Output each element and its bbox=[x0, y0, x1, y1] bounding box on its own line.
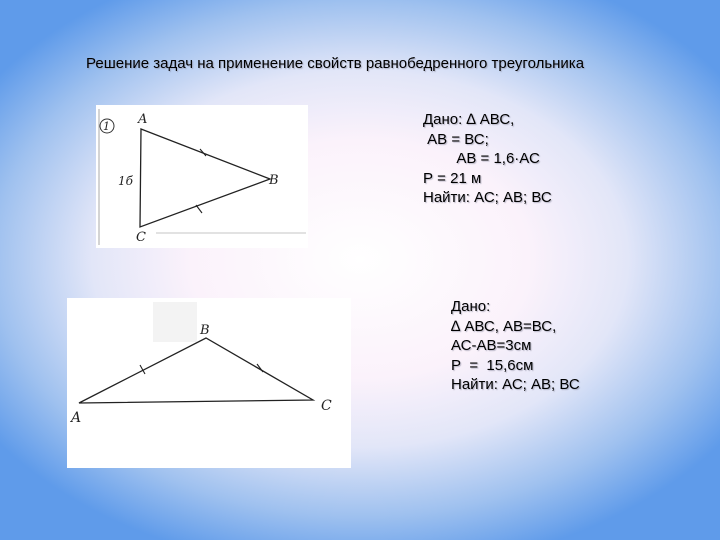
vertex-b-label: B bbox=[269, 173, 279, 188]
given-line: Р = 21 м bbox=[423, 169, 482, 187]
given-line: ∆ АВС, АВ=ВС, bbox=[451, 317, 557, 335]
given-block-2 bbox=[451, 297, 580, 395]
given-line: Дано: bbox=[451, 298, 491, 315]
triangle-abc-2 bbox=[79, 338, 313, 403]
triangle-figure-2 bbox=[67, 298, 351, 468]
problem-number: 1 bbox=[103, 120, 110, 133]
given-line: Р = 15,6см bbox=[451, 356, 534, 374]
given-line: АВ = ВС; bbox=[423, 130, 489, 148]
figure2-shading bbox=[153, 302, 197, 342]
given-block-1 bbox=[423, 110, 552, 208]
given-line: АВ = 1,6·АС bbox=[423, 150, 540, 167]
triangle-figure-1 bbox=[96, 105, 308, 248]
vertex-a-label: A bbox=[138, 112, 148, 127]
slide-title: Решение задач на применение свойств равнобедренного треугольника bbox=[86, 55, 585, 72]
vertex-b-label: B bbox=[200, 323, 210, 338]
tick-mark-bc bbox=[196, 205, 202, 213]
find-line: Найти: АС; АВ; ВС bbox=[451, 376, 580, 393]
find-line: Найти: АС; АВ; ВС bbox=[423, 189, 552, 206]
side-ac-label: 1б bbox=[118, 174, 133, 188]
triangle-abc-1 bbox=[140, 129, 270, 227]
vertex-c-label: C bbox=[321, 398, 332, 414]
vertex-c-label: C bbox=[136, 230, 146, 245]
given-line: АС-АВ=3см bbox=[451, 337, 532, 354]
given-line: Дано: ∆ АВС, bbox=[423, 111, 515, 128]
vertex-a-label: A bbox=[71, 410, 82, 426]
